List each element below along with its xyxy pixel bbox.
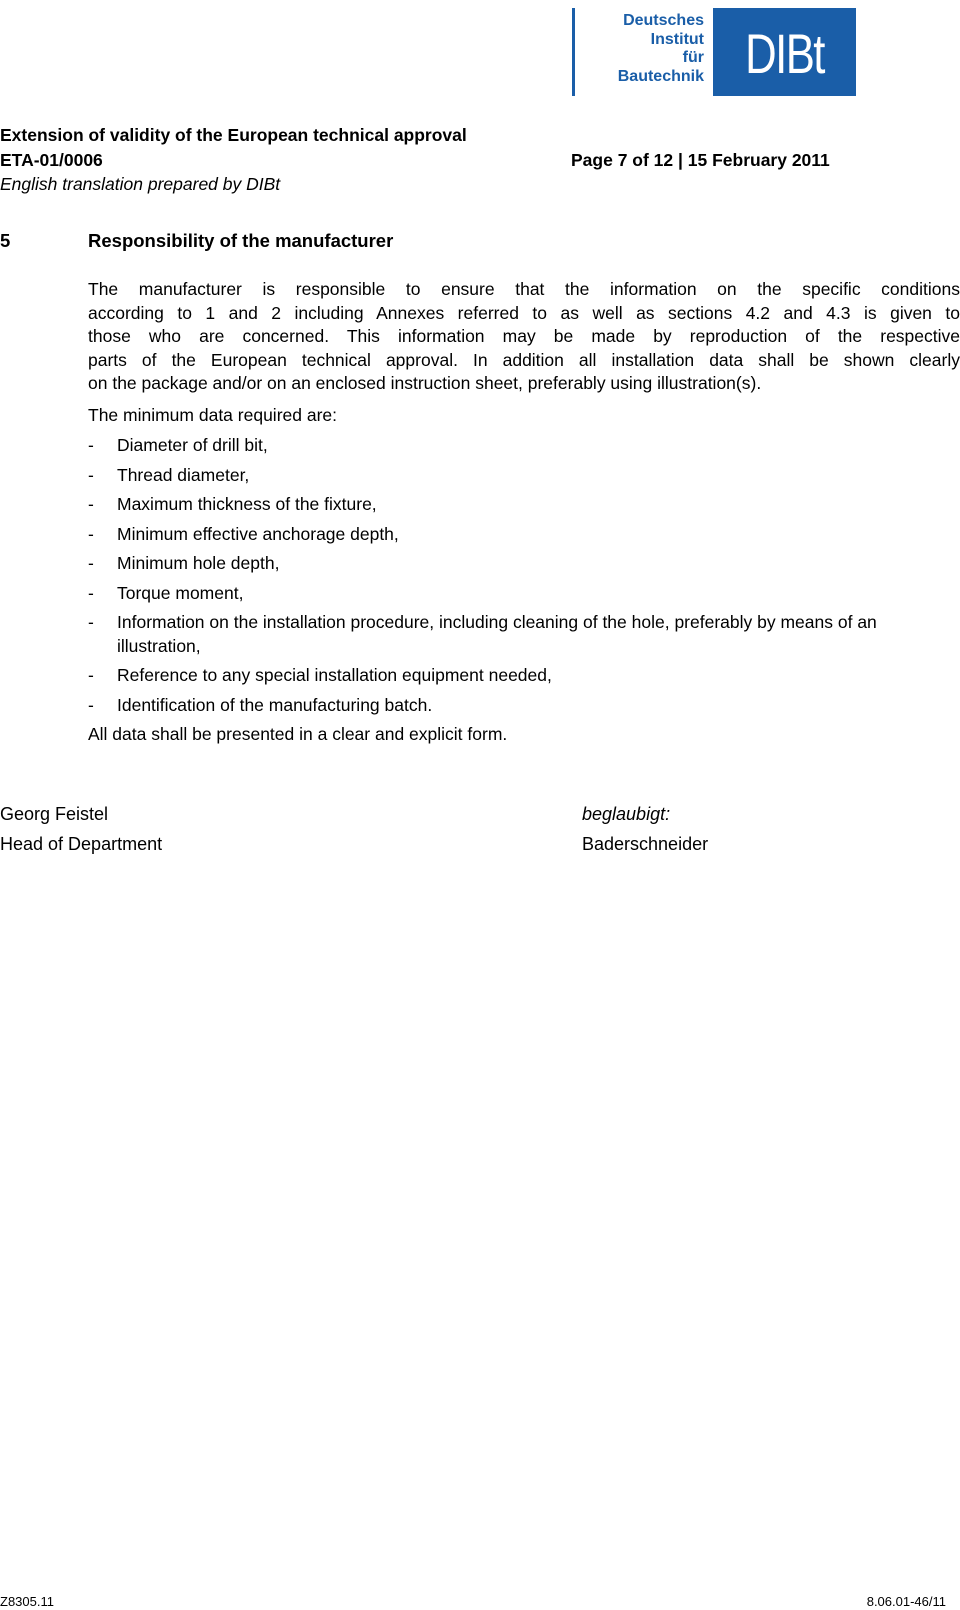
list-item bbox=[88, 611, 960, 658]
list-item-text: Information on the installation procedure, including cleaning of the hole, preferably by means of an illustration, bbox=[117, 612, 877, 656]
list-bullet: - bbox=[88, 464, 94, 485]
document-title: Extension of validity of the European technical approval bbox=[0, 125, 467, 145]
list-item bbox=[88, 664, 960, 688]
logo-line: Deutsches bbox=[623, 12, 704, 29]
list-item-text: Thread diameter, bbox=[117, 464, 250, 485]
certification-label: beglaubigt: bbox=[582, 804, 671, 824]
signatory-role: Head of Department bbox=[0, 834, 163, 854]
required-data-list bbox=[88, 434, 960, 723]
paragraph-line: on the package and/or on an enclosed instruction sheet, preferably using illustration(s). bbox=[88, 373, 762, 393]
list-item-text: Maximum thickness of the fixture, bbox=[117, 494, 377, 514]
logo-mark-box bbox=[713, 8, 856, 96]
page-info: Page 7 of 12 | 15 February 2011 bbox=[571, 150, 830, 170]
list-item-text: Torque moment, bbox=[117, 582, 244, 603]
list-item bbox=[88, 694, 960, 718]
footer-left-code: Z8305.11 bbox=[0, 1594, 54, 1609]
certifier-name: Baderschneider bbox=[582, 834, 709, 854]
list-item-text: Diameter of drill bit, bbox=[117, 435, 268, 455]
list-item-text: Minimum hole depth, bbox=[117, 553, 280, 573]
list-intro: The minimum data required are: bbox=[88, 405, 337, 425]
signatory-name: Georg Feistel bbox=[0, 804, 109, 824]
list-item bbox=[88, 464, 960, 488]
list-item bbox=[88, 523, 960, 547]
section-title: Responsibility of the manufacturer bbox=[88, 230, 394, 251]
list-bullet: - bbox=[88, 523, 94, 544]
list-item-text: Minimum effective anchorage depth, bbox=[117, 523, 399, 544]
dibt-logo bbox=[572, 6, 856, 98]
list-bullet: - bbox=[88, 494, 94, 514]
logo-line: Institut bbox=[650, 30, 704, 48]
closing-statement: All data shall be presented in a clear and explicit form. bbox=[88, 724, 508, 744]
list-bullet: - bbox=[88, 694, 94, 715]
list-item bbox=[88, 552, 960, 576]
footer-right-code: 8.06.01-46/11 bbox=[866, 1594, 946, 1609]
list-bullet: - bbox=[88, 553, 94, 573]
paragraph-line: those who are concerned. This information may be made by reproduction of the respective bbox=[88, 326, 960, 346]
paragraph-line: according to 1 and 2 including Annexes referred to as well as sections 4.2 and 4.3 is given to bbox=[88, 302, 960, 323]
translation-note: English translation prepared by DIBt bbox=[0, 174, 281, 194]
logo-institute-name bbox=[572, 12, 704, 86]
list-item-text: Reference to any special installation equipment needed, bbox=[117, 665, 552, 685]
logo-mark: DIBt bbox=[745, 22, 824, 85]
paragraph-line: parts of the European technical approval. In addition all installation data shall be shown clearly bbox=[88, 349, 960, 370]
list-item bbox=[88, 493, 960, 517]
paragraph-line: The manufacturer is responsible to ensure that the information on the specific conditions bbox=[88, 279, 960, 299]
eta-number: ETA-01/0006 bbox=[0, 150, 103, 170]
list-item-text: Identification of the manufacturing batch. bbox=[117, 694, 433, 715]
list-bullet: - bbox=[88, 435, 94, 455]
list-bullet: - bbox=[88, 612, 94, 632]
responsibility-paragraph bbox=[88, 278, 960, 396]
list-item bbox=[88, 434, 960, 458]
logo-line: für bbox=[682, 49, 704, 66]
list-bullet: - bbox=[88, 582, 94, 603]
list-bullet: - bbox=[88, 665, 94, 685]
logo-line: Bautechnik bbox=[617, 67, 704, 85]
section-number: 5 bbox=[0, 230, 11, 251]
list-item bbox=[88, 582, 960, 606]
